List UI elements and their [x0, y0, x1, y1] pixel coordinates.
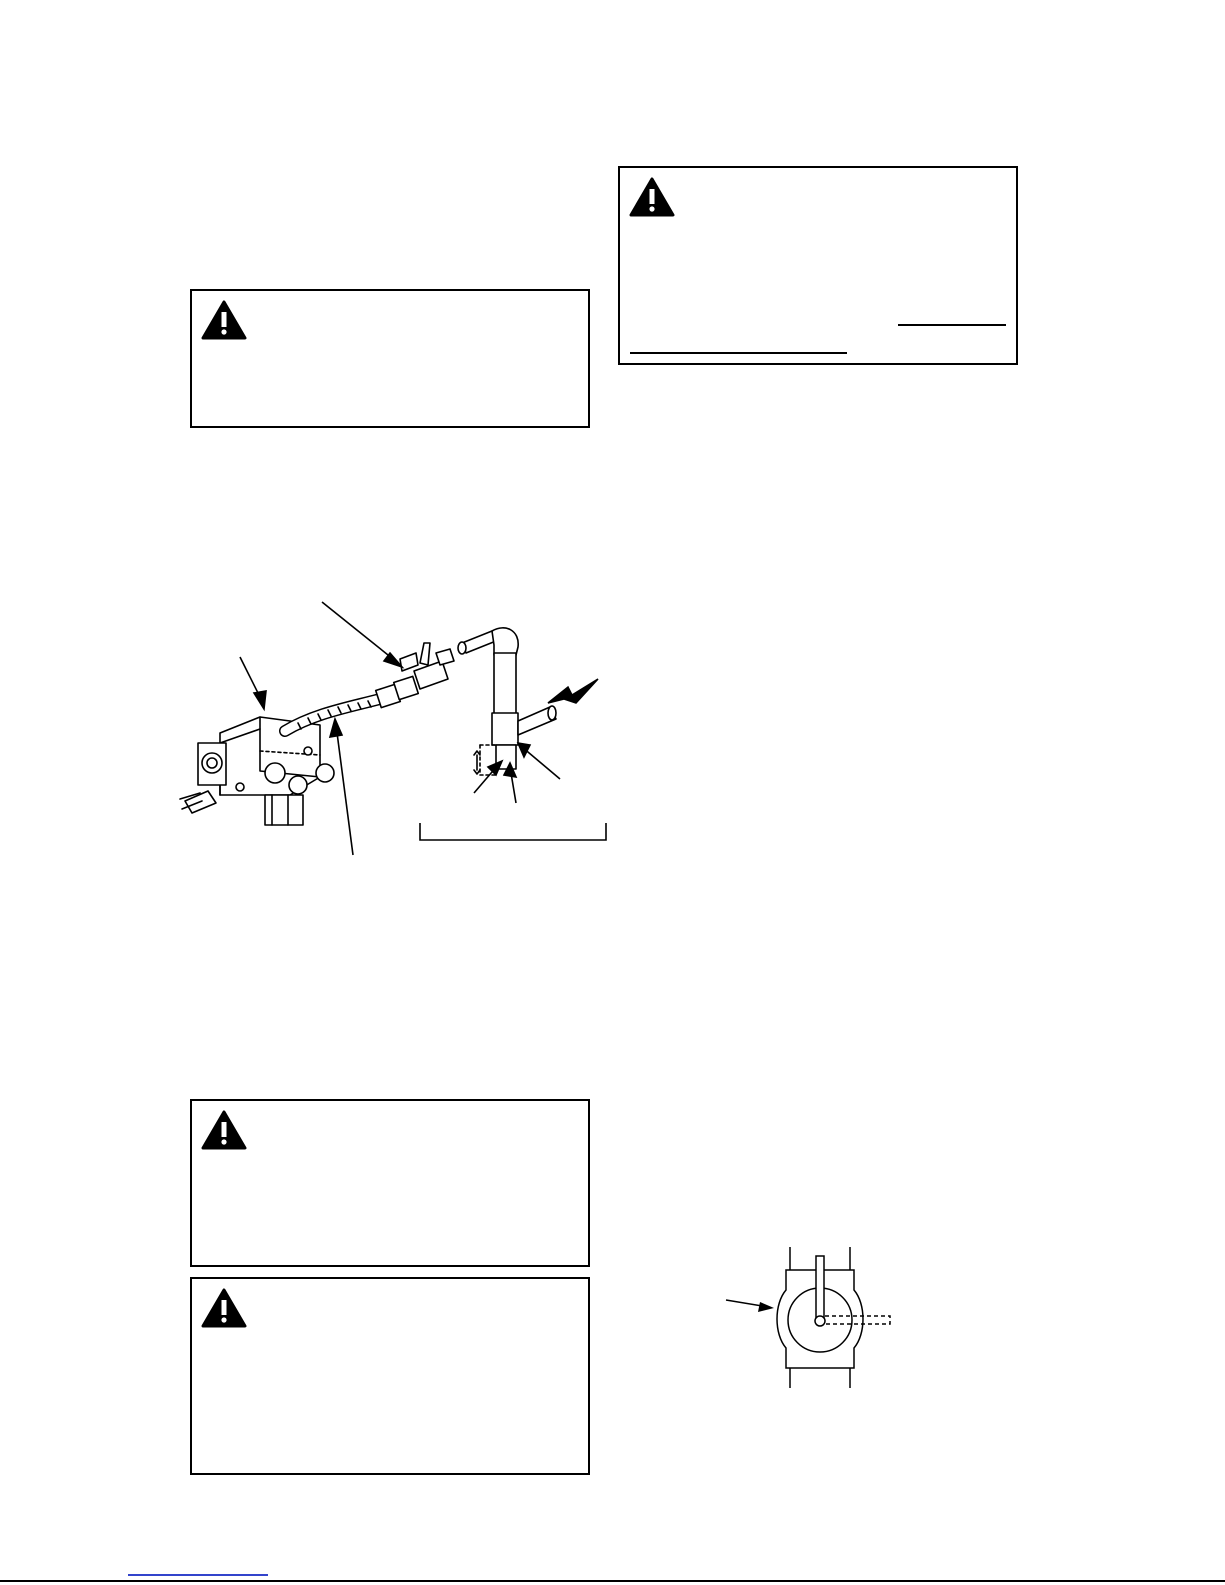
warning-box-top-left: [190, 289, 590, 428]
gas-supply-pipe: [458, 628, 556, 769]
footer-link-underline[interactable]: [128, 1574, 268, 1576]
flexible-gas-connector: [285, 676, 418, 731]
warning-box-bottom-left-2: [190, 1277, 590, 1475]
warning-triangle-icon: [201, 300, 247, 340]
warning-box-bottom-left-1: [190, 1099, 590, 1267]
warning-box-top-right: [618, 166, 1018, 365]
warning-triangle-icon: [629, 177, 675, 217]
warning-triangle-icon: [201, 1288, 247, 1328]
gas-inlet-arrow: [548, 679, 598, 703]
underline-rule: [898, 324, 1006, 326]
shutoff-valve-diagram: [724, 1244, 899, 1394]
underline-rule: [630, 352, 847, 354]
gas-connection-diagram: [180, 595, 620, 865]
warning-triangle-icon: [201, 1110, 247, 1150]
gas-valve-body: [180, 717, 334, 825]
page-bottom-rule: [0, 1580, 1225, 1582]
